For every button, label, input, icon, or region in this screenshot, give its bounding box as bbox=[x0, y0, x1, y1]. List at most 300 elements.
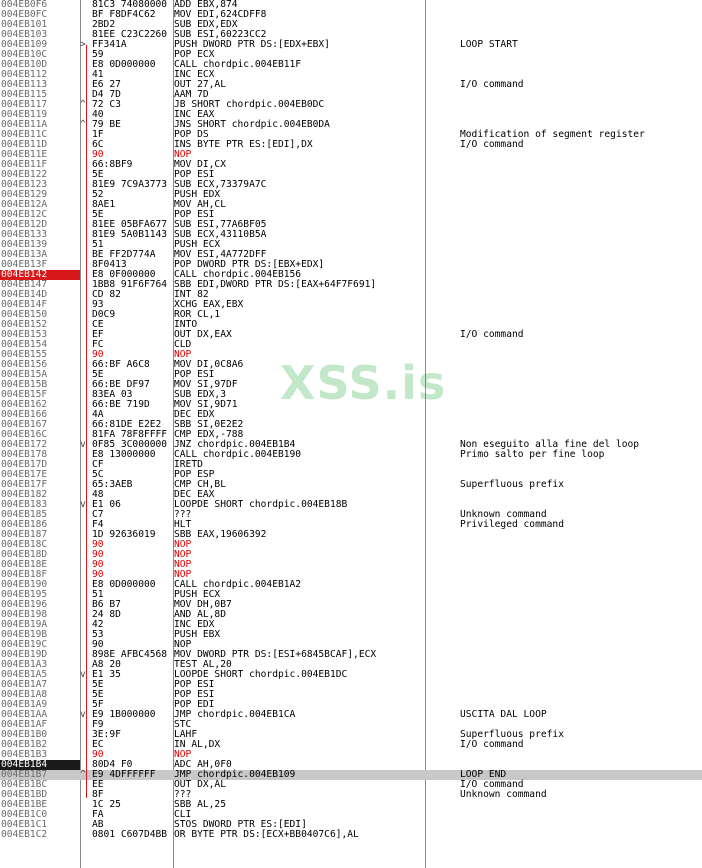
disasm-row[interactable] bbox=[0, 730, 702, 740]
address-cell: 004EB1B2 bbox=[1, 739, 48, 750]
disassembly-cell: POP DWORD PTR DS:[EBX+EDX] bbox=[174, 259, 325, 270]
address-cell: 004EB17E bbox=[1, 469, 48, 480]
address-cell: 004EB172 bbox=[1, 439, 48, 450]
disassembly-cell: NOP bbox=[174, 749, 192, 760]
address-cell: 004EB115 bbox=[1, 89, 48, 100]
address-cell: 004EB1AF bbox=[1, 719, 48, 730]
hex-dump-cell: D0C9 bbox=[92, 309, 116, 320]
jump-marker bbox=[80, 0, 92, 10]
disassembly-cell: POP ECX bbox=[174, 49, 215, 60]
hex-dump-cell: CD 82 bbox=[92, 289, 121, 300]
hex-dump-cell: 5E bbox=[92, 369, 104, 380]
comment-cell: LOOP START bbox=[460, 39, 518, 50]
disassembly-cell: XCHG EAX,EBX bbox=[174, 299, 244, 310]
comment-cell bbox=[426, 290, 702, 300]
comment-cell bbox=[426, 150, 702, 160]
disassembly-cell: AAM 7D bbox=[174, 89, 209, 100]
disassembly-cell: SUB ESI,77A6BF05 bbox=[174, 219, 267, 230]
disasm-row[interactable] bbox=[0, 770, 702, 780]
hex-dump-cell: F9 bbox=[92, 719, 104, 730]
jump-marker bbox=[80, 800, 92, 810]
address-cell: 004EB154 bbox=[1, 339, 48, 350]
disasm-row[interactable] bbox=[0, 810, 702, 820]
comment-cell bbox=[426, 400, 702, 410]
disassembly-cell: STC bbox=[174, 719, 192, 730]
hex-dump-cell: A8 20 bbox=[92, 659, 121, 670]
disassembly-cell: POP ESI bbox=[174, 209, 215, 220]
disassembly-cell: POP ESP bbox=[174, 469, 215, 480]
disassembly-cell: LAHF bbox=[174, 729, 198, 740]
disassembly-cell: CMP CH,BL bbox=[174, 479, 226, 490]
disasm-row[interactable] bbox=[0, 450, 702, 460]
address-cell: 004EB11A bbox=[1, 119, 48, 130]
comment-cell: I/O command bbox=[460, 779, 524, 790]
address-cell: 004EB18F bbox=[1, 569, 48, 580]
hex-dump-cell: 81E9 5A0B1143 bbox=[92, 229, 168, 240]
hex-dump-cell: 42 bbox=[92, 619, 104, 630]
disasm-row[interactable] bbox=[0, 550, 702, 560]
hex-dump-cell: 65:3AEB bbox=[92, 479, 133, 490]
disassembly-cell: PUSH DWORD PTR DS:[EDX+EBX] bbox=[174, 39, 330, 50]
disassembly-cell: CALL chordpic.004EB190 bbox=[174, 449, 302, 460]
comment-cell bbox=[426, 620, 702, 630]
watermark: XSS.is bbox=[280, 356, 447, 410]
disassembly-cell: ROR CL,1 bbox=[174, 309, 221, 320]
disasm-row[interactable] bbox=[0, 510, 702, 520]
comment-cell bbox=[426, 20, 702, 30]
disasm-row[interactable] bbox=[0, 580, 702, 590]
hex-dump-cell: 5E bbox=[92, 689, 104, 700]
address-cell: 004EB0FC bbox=[1, 9, 48, 20]
address-cell: 004EB16C bbox=[1, 429, 48, 440]
disassembly-cell: JNZ chordpic.004EB1B4 bbox=[174, 439, 296, 450]
hex-dump-cell: 90 bbox=[92, 349, 104, 360]
disassembly-cell: LOOPDE SHORT chordpic.004EB1DC bbox=[174, 669, 348, 680]
disassembly-cell: CALL chordpic.004EB156 bbox=[174, 269, 302, 280]
hex-dump-cell: CF bbox=[92, 459, 104, 470]
comment-cell bbox=[426, 690, 702, 700]
address-cell: 004EB1C0 bbox=[1, 809, 48, 820]
comment-cell bbox=[426, 680, 702, 690]
hex-dump-cell: 90 bbox=[92, 749, 104, 760]
hex-dump-cell: 6C bbox=[92, 139, 104, 150]
disasm-row[interactable] bbox=[0, 540, 702, 550]
hex-dump-cell: FF341A bbox=[92, 39, 127, 50]
disassembly-cell: POP DS bbox=[174, 129, 209, 140]
disasm-row[interactable] bbox=[0, 690, 702, 700]
comment-cell bbox=[426, 250, 702, 260]
address-cell: 004EB13A bbox=[1, 249, 48, 260]
address-cell: 004EB19B bbox=[1, 629, 48, 640]
disassembly-cell: JMP chordpic.004EB109 bbox=[174, 769, 296, 780]
disassembly-cell: CALL chordpic.004EB11F bbox=[174, 59, 302, 70]
address-cell: 004EB195 bbox=[1, 589, 48, 600]
comment-cell: I/O command bbox=[460, 139, 524, 150]
disasm-row[interactable] bbox=[0, 320, 702, 330]
disassembly-cell: JB SHORT chordpic.004EB0DC bbox=[174, 99, 325, 110]
address-cell: 004EB167 bbox=[1, 419, 48, 430]
comment-cell bbox=[426, 490, 702, 500]
hex-dump-cell: AB bbox=[92, 819, 104, 830]
comment-cell: I/O command bbox=[460, 329, 524, 340]
disassembly-cell: PUSH ECX bbox=[174, 239, 221, 250]
disasm-row[interactable] bbox=[0, 740, 702, 750]
comment-cell bbox=[426, 610, 702, 620]
hex-dump-cell: 66:BE DF97 bbox=[92, 379, 150, 390]
hex-dump-cell: 5E bbox=[92, 209, 104, 220]
comment-cell bbox=[426, 200, 702, 210]
address-cell: 004EB11C bbox=[1, 129, 48, 140]
disassembly-cell: DEC EDX bbox=[174, 409, 215, 420]
comment-cell bbox=[426, 600, 702, 610]
disasm-row[interactable] bbox=[0, 480, 702, 490]
hex-dump-cell: 1C 25 bbox=[92, 799, 121, 810]
disassembly-cell: INS BYTE PTR ES:[EDI],DX bbox=[174, 139, 313, 150]
disassembly-cell: SUB ECX,73379A7C bbox=[174, 179, 267, 190]
disassembly-cell: INT 82 bbox=[174, 289, 209, 300]
hex-dump-cell: 79 BE bbox=[92, 119, 121, 130]
comment-cell bbox=[426, 270, 702, 280]
hex-dump-cell: E6 27 bbox=[92, 79, 121, 90]
disassembly-cell: LOOPDE SHORT chordpic.004EB18B bbox=[174, 499, 348, 510]
disasm-row[interactable] bbox=[0, 620, 702, 630]
address-cell: 004EB117 bbox=[1, 99, 48, 110]
disassembly-cell: OUT DX,EAX bbox=[174, 329, 232, 340]
disassembly-cell: TEST AL,20 bbox=[174, 659, 232, 670]
address-cell: 004EB187 bbox=[1, 529, 48, 540]
hex-dump-cell: 898E AFBC4568 bbox=[92, 649, 168, 660]
disasm-row[interactable] bbox=[0, 630, 702, 640]
disassembly-cell: IN AL,DX bbox=[174, 739, 221, 750]
comment-cell bbox=[426, 90, 702, 100]
address-cell: 004EB103 bbox=[1, 29, 48, 40]
disasm-row[interactable] bbox=[0, 800, 702, 810]
comment-cell bbox=[426, 560, 702, 570]
address-cell: 004EB1BD bbox=[1, 789, 48, 800]
disassembly-cell: MOV ESI,4A772DFF bbox=[174, 249, 267, 260]
hex-dump-cell: 51 bbox=[92, 239, 104, 250]
address-cell: 004EB123 bbox=[1, 179, 48, 190]
disassembly-cell: INTO bbox=[174, 319, 198, 330]
hex-dump-cell: 0F85 3C000000 bbox=[92, 439, 168, 450]
jump-marker: ^ bbox=[80, 99, 86, 110]
disassembly-cell: MOV DI,CX bbox=[174, 159, 226, 170]
hex-dump-cell: 59 bbox=[92, 49, 104, 60]
disassembly-cell: OR BYTE PTR DS:[ECX+BB0407C6],AL bbox=[174, 829, 359, 840]
disasm-row[interactable] bbox=[0, 670, 702, 680]
jump-marker bbox=[80, 810, 92, 820]
disasm-row[interactable] bbox=[0, 710, 702, 720]
hex-dump-cell: 90 bbox=[92, 569, 104, 580]
comment-cell bbox=[426, 570, 702, 580]
hex-dump-cell: 8AE1 bbox=[92, 199, 116, 210]
hex-dump-cell: 1D 92636019 bbox=[92, 529, 156, 540]
jump-marker: v bbox=[80, 709, 86, 720]
jump-arrow-line bbox=[86, 45, 87, 798]
hex-dump-cell: BE FF2D774A bbox=[92, 249, 156, 260]
hex-dump-cell: 5C bbox=[92, 469, 104, 480]
disasm-row[interactable] bbox=[0, 330, 702, 340]
comment-cell bbox=[426, 540, 702, 550]
comment-cell bbox=[426, 810, 702, 820]
address-cell: 004EB196 bbox=[1, 599, 48, 610]
hex-dump-cell: 1F bbox=[92, 129, 104, 140]
disasm-row[interactable] bbox=[0, 500, 702, 510]
address-cell: 004EB109 bbox=[1, 39, 48, 50]
disassembly-cell: MOV SI,97DF bbox=[174, 379, 238, 390]
disasm-row[interactable] bbox=[0, 180, 702, 190]
jump-marker bbox=[80, 10, 92, 20]
disasm-row[interactable] bbox=[0, 610, 702, 620]
hex-dump-cell: 5E bbox=[92, 679, 104, 690]
disassembly-cell: PUSH EBX bbox=[174, 629, 221, 640]
comment-cell bbox=[426, 390, 702, 400]
hex-dump-cell: 90 bbox=[92, 559, 104, 570]
comment-cell bbox=[426, 590, 702, 600]
disassembly-cell: NOP bbox=[174, 559, 192, 570]
hex-dump-cell: 81EE C23C2260 bbox=[92, 29, 168, 40]
comment-cell: Non eseguito alla fine del loop bbox=[460, 439, 640, 450]
comment-cell: Modification of segment register bbox=[460, 129, 645, 140]
disasm-row[interactable] bbox=[0, 530, 702, 540]
hex-dump-cell: 0801 C607D4BB bbox=[92, 829, 168, 840]
disassembly-cell: JNS SHORT chordpic.004EB0DA bbox=[174, 119, 330, 130]
address-cell: 004EB1A8 bbox=[1, 689, 48, 700]
comment-cell: USCITA DAL LOOP bbox=[460, 709, 547, 720]
hex-dump-cell: 83EA 03 bbox=[92, 389, 133, 400]
disasm-row[interactable] bbox=[0, 680, 702, 690]
disasm-row[interactable] bbox=[0, 460, 702, 470]
disassembly-cell: NOP bbox=[174, 549, 192, 560]
hex-dump-cell: EC bbox=[92, 739, 104, 750]
disasm-row[interactable] bbox=[0, 100, 702, 110]
disassembly-cell: POP ESI bbox=[174, 369, 215, 380]
comment-cell bbox=[426, 210, 702, 220]
address-cell: 004EB18C bbox=[1, 539, 48, 550]
comment-cell: Unknown command bbox=[460, 509, 547, 520]
address-cell: 004EB19C bbox=[1, 639, 48, 650]
disassembly-cell: MOV DH,0B7 bbox=[174, 599, 232, 610]
comment-cell bbox=[426, 160, 702, 170]
address-cell: 004EB1BE bbox=[1, 799, 48, 810]
disassembly-cell: IRETD bbox=[174, 459, 203, 470]
address-cell: 004EB113 bbox=[1, 79, 48, 90]
address-cell: 004EB1B7 bbox=[1, 769, 48, 780]
hex-dump-cell: FA bbox=[92, 809, 104, 820]
disasm-row[interactable] bbox=[0, 230, 702, 240]
jump-marker bbox=[80, 820, 92, 830]
disasm-row[interactable] bbox=[0, 200, 702, 210]
jump-marker: ^ bbox=[80, 769, 86, 780]
jump-marker: v bbox=[80, 669, 86, 680]
address-cell: 004EB19D bbox=[1, 649, 48, 660]
address-cell: 004EB166 bbox=[1, 409, 48, 420]
address-cell: 004EB190 bbox=[1, 579, 48, 590]
disassembly-cell: NOP bbox=[174, 569, 192, 580]
address-cell: 004EB1AA bbox=[1, 709, 48, 720]
address-cell: 004EB1A9 bbox=[1, 699, 48, 710]
hex-dump-cell: 80D4 F0 bbox=[92, 759, 133, 770]
hex-dump-cell: BF F8DF4C62 bbox=[92, 9, 156, 20]
disassembly-cell: POP ESI bbox=[174, 169, 215, 180]
comment-cell bbox=[426, 460, 702, 470]
hex-dump-cell: 40 bbox=[92, 109, 104, 120]
hex-dump-cell: 8F bbox=[92, 789, 104, 800]
address-cell: 004EB150 bbox=[1, 309, 48, 320]
address-cell: 004EB133 bbox=[1, 229, 48, 240]
hex-dump-cell: 24 8D bbox=[92, 609, 121, 620]
disassembly-cell: MOV AH,CL bbox=[174, 199, 226, 210]
comment-cell bbox=[426, 380, 702, 390]
address-cell: 004EB1C1 bbox=[1, 819, 48, 830]
jump-marker: v bbox=[80, 499, 86, 510]
comment-cell bbox=[426, 260, 702, 270]
hex-dump-cell: 52 bbox=[92, 189, 104, 200]
disasm-row[interactable] bbox=[0, 130, 702, 140]
comment-cell bbox=[426, 350, 702, 360]
comment-cell: I/O command bbox=[460, 739, 524, 750]
comment-cell bbox=[426, 530, 702, 540]
disassembly-cell: SBB AL,25 bbox=[174, 799, 226, 810]
hex-dump-cell: E1 06 bbox=[92, 499, 121, 510]
disassembly-cell: STOS DWORD PTR ES:[EDI] bbox=[174, 819, 307, 830]
address-cell: 004EB15B bbox=[1, 379, 48, 390]
hex-dump-cell: 1BB8 91F6F764 bbox=[92, 279, 168, 290]
address-cell: 004EB183 bbox=[1, 499, 48, 510]
comment-cell bbox=[426, 580, 702, 590]
disassembly-cell: OUT 27,AL bbox=[174, 79, 226, 90]
disassembly-cell: MOV SI,9D71 bbox=[174, 399, 238, 410]
comment-cell bbox=[426, 410, 702, 420]
hex-dump-cell: 81EE 05BFA677 bbox=[92, 219, 168, 230]
disassembly-cell: INC ECX bbox=[174, 69, 215, 80]
address-cell: 004EB101 bbox=[1, 19, 48, 30]
disassembly-cell: POP ESI bbox=[174, 679, 215, 690]
jump-marker bbox=[80, 20, 92, 30]
address-cell: 004EB156 bbox=[1, 359, 48, 370]
address-cell: 004EB18E bbox=[1, 559, 48, 570]
comment-cell: Superfluous prefix bbox=[460, 479, 564, 490]
comment-cell bbox=[426, 650, 702, 660]
hex-dump-cell: 5F bbox=[92, 699, 104, 710]
disasm-row[interactable] bbox=[0, 160, 702, 170]
hex-dump-cell: F4 bbox=[92, 519, 104, 530]
address-cell: 004EB112 bbox=[1, 69, 48, 80]
comment-cell bbox=[426, 670, 702, 680]
hex-dump-cell: 66:81DE E2E2 bbox=[92, 419, 162, 430]
jump-marker: ^ bbox=[80, 119, 86, 130]
comment-cell bbox=[426, 60, 702, 70]
hex-dump-cell: 2BD2 bbox=[92, 19, 116, 30]
address-cell: 004EB19A bbox=[1, 619, 48, 630]
address-cell: 004EB152 bbox=[1, 319, 48, 330]
disassembly-cell: ADD EBX,874 bbox=[174, 0, 238, 10]
hex-dump-cell: EF bbox=[92, 329, 104, 340]
address-cell: 004EB129 bbox=[1, 189, 48, 200]
comment-cell bbox=[426, 50, 702, 60]
comment-cell bbox=[426, 300, 702, 310]
disassembly-cell: POP ESI bbox=[174, 689, 215, 700]
disasm-row[interactable] bbox=[0, 560, 702, 570]
jump-marker bbox=[80, 830, 92, 840]
hex-dump-cell: 72 C3 bbox=[92, 99, 121, 110]
address-cell: 004EB182 bbox=[1, 489, 48, 500]
address-cell: 004EB17F bbox=[1, 479, 48, 490]
address-cell: 004EB147 bbox=[1, 279, 48, 290]
comment-cell bbox=[426, 370, 702, 380]
hex-dump-cell: E9 1B000000 bbox=[92, 709, 156, 720]
address-cell: 004EB1B0 bbox=[1, 729, 48, 740]
comment-cell: LOOP END bbox=[460, 769, 507, 780]
comment-cell: Privileged command bbox=[460, 519, 564, 530]
address-cell: 004EB15A bbox=[1, 369, 48, 380]
hex-dump-cell: 90 bbox=[92, 639, 104, 650]
disasm-row[interactable] bbox=[0, 140, 702, 150]
hex-dump-cell: C7 bbox=[92, 509, 104, 520]
disassembly-cell: AND AL,8D bbox=[174, 609, 226, 620]
comment-cell bbox=[426, 360, 702, 370]
comment-cell bbox=[426, 630, 702, 640]
address-cell: 004EB185 bbox=[1, 509, 48, 520]
address-cell: 004EB142 bbox=[0, 270, 80, 280]
address-cell: 004EB11F bbox=[1, 159, 48, 170]
hex-dump-cell: 90 bbox=[92, 549, 104, 560]
disasm-row[interactable] bbox=[0, 780, 702, 790]
disassembly-cell: OUT DX,AL bbox=[174, 779, 226, 790]
jump-marker: > bbox=[80, 39, 86, 50]
disassembly-cell: SUB EDX,3 bbox=[174, 389, 226, 400]
hex-dump-cell: 48 bbox=[92, 489, 104, 500]
address-cell: 004EB122 bbox=[1, 169, 48, 180]
address-cell: 004EB11E bbox=[1, 149, 48, 160]
address-cell: 004EB155 bbox=[1, 349, 48, 360]
disasm-row[interactable] bbox=[0, 40, 702, 50]
address-cell: 004EB14F bbox=[1, 299, 48, 310]
disasm-row[interactable] bbox=[0, 60, 702, 70]
disassembly-cell: SBB SI,0E2E2 bbox=[174, 419, 244, 430]
hex-dump-cell: 3E:9F bbox=[92, 729, 121, 740]
disassembly-cell: ADC AH,0F0 bbox=[174, 759, 232, 770]
disasm-row[interactable] bbox=[0, 310, 702, 320]
comment-cell bbox=[426, 230, 702, 240]
disasm-row[interactable] bbox=[0, 830, 702, 840]
comment-cell bbox=[426, 640, 702, 650]
hex-dump-cell: 66:BF A6C8 bbox=[92, 359, 150, 370]
hex-dump-cell: 51 bbox=[92, 589, 104, 600]
comment-cell bbox=[426, 310, 702, 320]
disassembly-cell: CMP EDX,-788 bbox=[174, 429, 244, 440]
address-cell: 004EB153 bbox=[1, 329, 48, 340]
address-cell: 004EB18D bbox=[1, 549, 48, 560]
address-cell: 004EB1A3 bbox=[1, 659, 48, 670]
comment-cell bbox=[426, 110, 702, 120]
disassembly-cell: NOP bbox=[174, 539, 192, 550]
address-cell: 004EB186 bbox=[1, 519, 48, 530]
disasm-row[interactable] bbox=[0, 340, 702, 350]
disasm-row[interactable] bbox=[0, 290, 702, 300]
disassembly-cell: JMP chordpic.004EB1CA bbox=[174, 709, 296, 720]
hex-dump-cell: 93 bbox=[92, 299, 104, 310]
hex-dump-cell: CE bbox=[92, 319, 104, 330]
disassembly-cell: CLD bbox=[174, 339, 192, 350]
hex-dump-cell: E8 0F000000 bbox=[92, 269, 156, 280]
disassembly-cell: PUSH ECX bbox=[174, 589, 221, 600]
address-cell: 004EB12A bbox=[1, 199, 48, 210]
disassembly-cell: DEC EAX bbox=[174, 489, 215, 500]
disassembly-cell: SBB EDI,DWORD PTR DS:[EAX+64F7F691] bbox=[174, 279, 377, 290]
comment-cell bbox=[426, 220, 702, 230]
hex-dump-cell: 66:BE 719D bbox=[92, 399, 150, 410]
